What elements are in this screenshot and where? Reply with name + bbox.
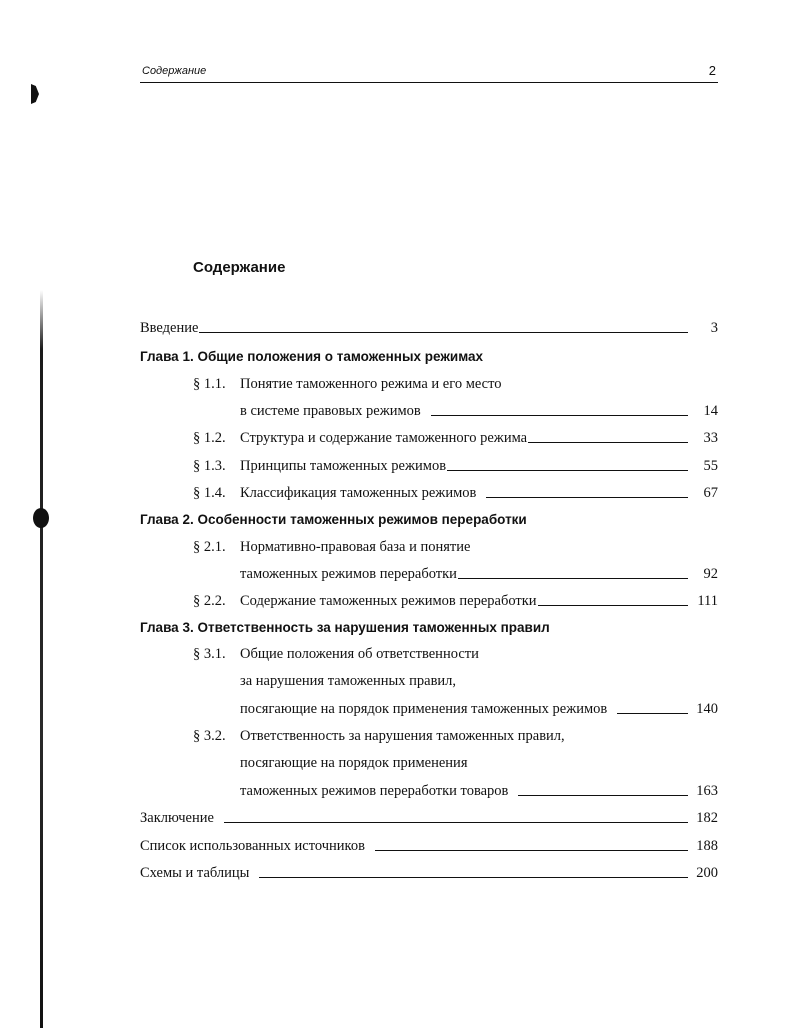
section-page: 163 [696,783,718,799]
leader-line [528,441,688,443]
toc-section-3-2[interactable] [193,724,718,744]
toc-entry-label: Введение [140,320,199,336]
scan-mark-icon [31,84,39,104]
toc-section-1-3[interactable] [193,454,718,474]
toc-entry-introduction[interactable] [140,316,718,336]
section-number: § 3.2. [193,728,226,744]
section-title-line: в системе правовых режимов [240,403,421,419]
section-page: 92 [703,566,718,582]
toc-section-3-1-cont[interactable] [240,669,718,689]
toc-entry-page: 3 [710,320,718,336]
leader-line [458,577,688,579]
leader-line [518,794,688,796]
toc-section-2-1-cont[interactable] [240,562,718,582]
section-title-line: Понятие таможенного режима и его место [240,376,502,392]
running-header [140,62,718,83]
toc-entry-label: Список использованных источников [140,838,365,854]
toc-section-1-4[interactable] [193,481,718,501]
toc-section-1-1-cont[interactable] [240,399,718,419]
section-title-line: Общие положения об ответственности [240,646,479,662]
toc-section-1-2[interactable] [193,426,718,446]
section-title-line: посягающие на порядок применения таможенных режимов [240,701,608,717]
toc-entry-page: 188 [696,838,718,854]
section-title-line: Содержание таможенных режимов переработки [240,593,537,609]
toc-section-3-1-cont2[interactable] [240,697,718,717]
section-number: § 2.2. [193,593,226,609]
leader-line [447,469,688,471]
toc-section-2-2[interactable] [193,589,718,609]
toc-section-3-2-cont2[interactable] [240,779,718,799]
toc-section-1-1[interactable] [193,372,718,392]
section-number: § 1.1. [193,376,226,392]
toc-section-2-1[interactable] [193,535,718,555]
section-page: 140 [696,701,718,717]
leader-line [259,876,688,878]
section-number: § 1.4. [193,485,226,501]
toc-entry-page: 200 [696,865,718,881]
scan-blot-icon [33,508,49,528]
toc-section-3-1[interactable] [193,642,718,662]
toc-entry-page: 182 [696,810,718,826]
toc-section-3-2-cont[interactable] [240,751,718,771]
section-page: 14 [703,403,718,419]
toc-entry-schemes[interactable] [140,861,718,881]
section-number: § 2.1. [193,539,226,555]
leader-line [617,712,688,714]
leader-line [224,821,688,823]
toc-entry-conclusion[interactable] [140,806,718,826]
section-page: 67 [703,485,718,501]
page-number: 2 [708,63,716,78]
section-title-line: таможенных режимов переработки [240,566,457,582]
leader-line [486,496,688,498]
chapter-3-heading[interactable]: Глава 3. Ответственность за нарушения таможенных правил [140,620,550,635]
toc-entry-sources[interactable] [140,834,718,854]
leader-line [375,849,688,851]
chapter-1-heading[interactable]: Глава 1. Общие положения о таможенных режимах [140,349,484,364]
toc-entry-label: Схемы и таблицы [140,865,250,881]
chapter-2-heading[interactable]: Глава 2. Особенности таможенных режимов переработки [140,512,527,527]
leader-line [538,604,688,606]
section-title-line: за нарушения таможенных правил, [240,673,457,689]
section-title-line: Классификация таможенных режимов [240,485,477,501]
toc-title: Содержание [193,259,286,276]
section-number: § 1.3. [193,458,226,474]
toc-entry-label: Заключение [140,810,214,826]
section-title-line: Структура и содержание таможенного режима [240,430,528,446]
section-page: 55 [703,458,718,474]
section-title-line: Принципы таможенных режимов [240,458,447,474]
section-title-line: Ответственность за нарушения таможенных правил, [240,728,565,744]
scan-edge-shadow [40,290,43,1028]
section-number: § 1.2. [193,430,226,446]
leader-line [431,414,688,416]
section-number: § 3.1. [193,646,226,662]
section-title-line: таможенных режимов переработки товаров [240,783,509,799]
section-title-line: Нормативно-правовая база и понятие [240,539,471,555]
section-title-line: посягающие на порядок применения [240,755,468,771]
running-header-title: Содержание [142,65,207,77]
section-page: 111 [697,593,718,609]
leader-line [199,331,688,333]
section-page: 33 [703,430,718,446]
